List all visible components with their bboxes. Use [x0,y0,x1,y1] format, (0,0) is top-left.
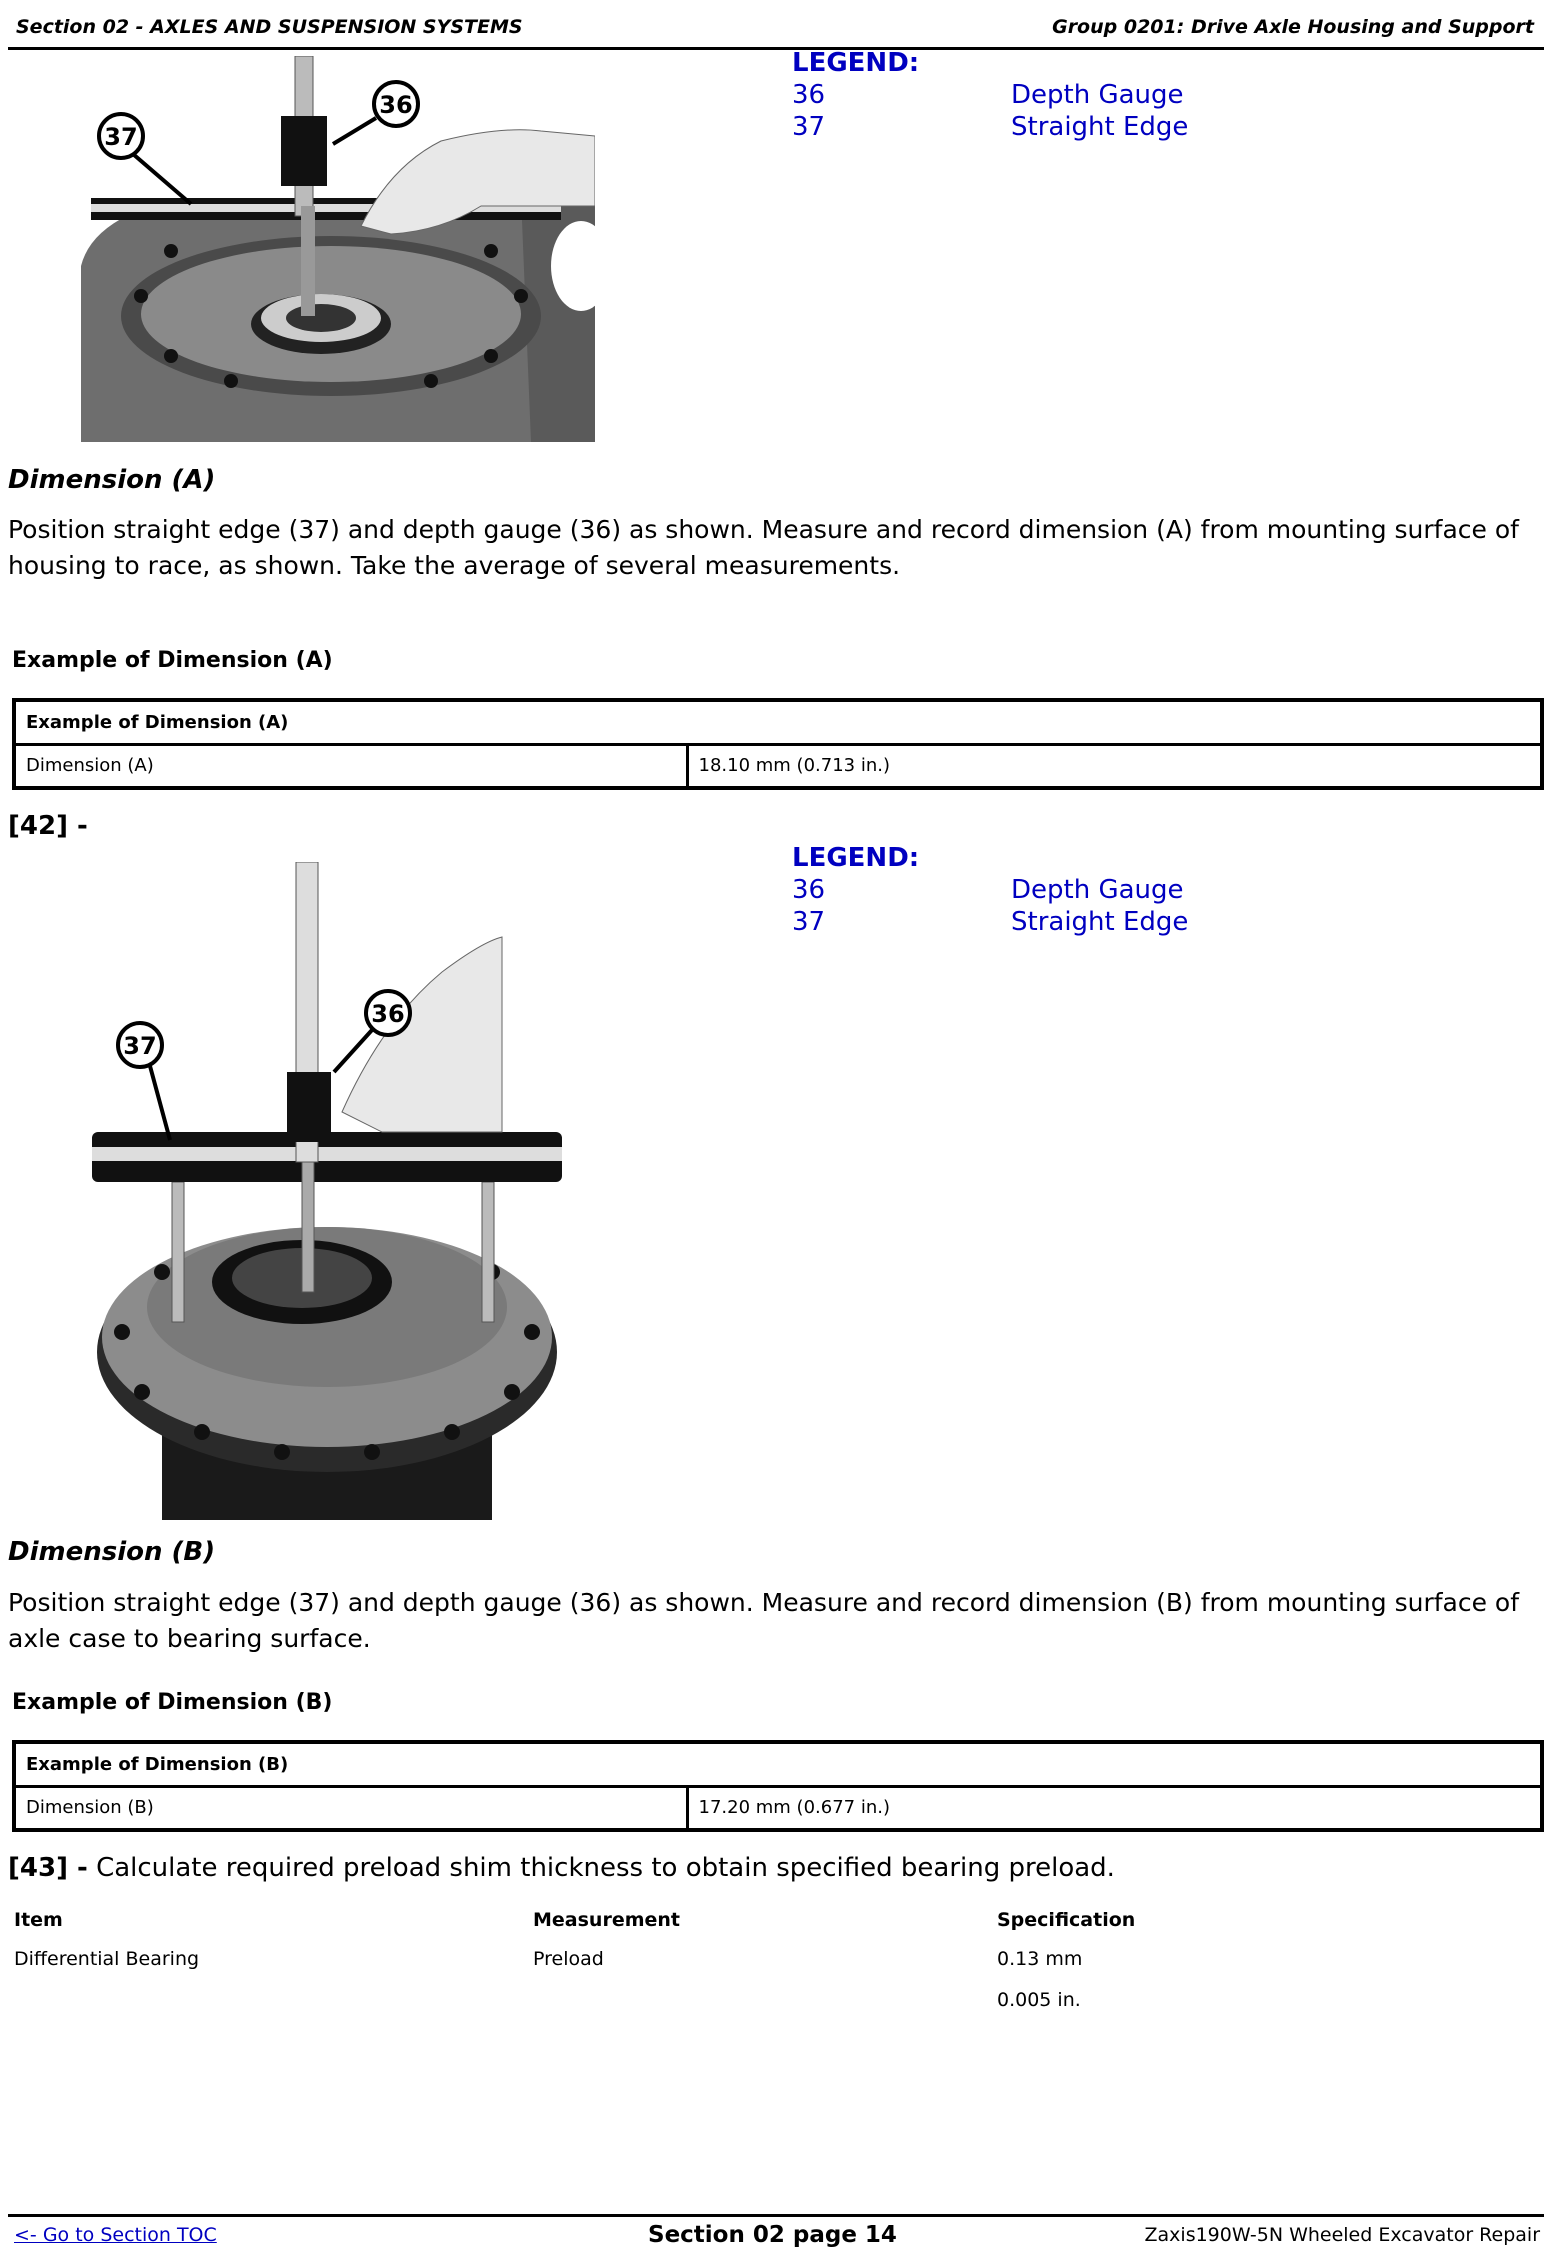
table-cell-label: Dimension (B) [14,1786,687,1830]
legend-row [792,906,1188,938]
dimension-b-table [12,1740,1544,1832]
legend-number: 37 [792,112,826,142]
legend-row [792,79,1188,111]
spec-measurement: Preload [533,1948,604,1970]
legend-title: LEGEND: [792,843,920,873]
spec-header-measurement: Measurement [533,1909,680,1931]
dimension-b-heading: Dimension (B) [8,1537,216,1567]
legend-number: 36 [792,80,826,110]
legend-label: Straight Edge [1011,907,1189,937]
callout-37: 37 [123,1032,157,1060]
dimension-a-heading: Dimension (A) [8,465,216,495]
callout-36: 36 [379,91,413,119]
table-cell-value: 17.20 mm (0.677 in.) [687,1786,1542,1830]
spec-item: Differential Bearing [14,1948,200,1970]
depth-gauge-housing-photo [61,56,595,442]
dimension-b-caption: Example of Dimension (B) [12,1690,333,1715]
section-toc-link[interactable]: <- Go to Section TOC [14,2224,217,2246]
footer-divider [8,2214,1544,2217]
legend-label: Straight Edge [1011,112,1189,142]
legend-2 [792,842,1188,938]
step-number: [43] - [8,1853,88,1883]
page-number: Section 02 page 14 [648,2222,897,2248]
legend-row [792,874,1188,906]
manual-title: Zaxis190W-5N Wheeled Excavator Repair [1144,2224,1540,2246]
spec-header-item: Item [14,1909,63,1931]
spec-value-in: 0.005 in. [997,1989,1081,2011]
group-title: Group 0201: Drive Axle Housing and Support [1052,16,1534,38]
legend-title: LEGEND: [792,48,920,78]
depth-gauge-axle-case-photo [82,862,568,1520]
dimension-a-caption: Example of Dimension (A) [12,648,333,673]
dimension-a-table [12,698,1544,790]
callout-37: 37 [104,123,138,151]
section-title: Section 02 - AXLES AND SUSPENSION SYSTEMS [16,16,523,38]
dimension-a-text: Position straight edge (37) and depth gauge (36) as shown. Measure and record dimension (A) from mounting surface of housing to race, as shown. Take the average of several measurements. [8,515,1519,580]
legend-1 [792,47,1188,143]
page-header [8,0,1544,50]
step-text: Calculate required preload shim thickness to obtain specified bearing preload. [96,1853,1115,1883]
table-title: Example of Dimension (B) [14,1742,1542,1786]
legend-number: 37 [792,907,826,937]
legend-label: Depth Gauge [1011,80,1184,110]
spec-header-specification: Specification [997,1909,1136,1931]
table-title: Example of Dimension (A) [14,700,1542,744]
dimension-b-text: Position straight edge (37) and depth gauge (36) as shown. Measure and record dimension (B) from mounting surface of axle case to bearing surface. [8,1588,1520,1653]
table-cell-value: 18.10 mm (0.713 in.) [687,744,1542,788]
step-42 [8,811,88,841]
spec-value-mm: 0.13 mm [997,1948,1083,1970]
callout-36: 36 [371,1000,405,1028]
legend-label: Depth Gauge [1011,875,1184,905]
legend-row [792,111,1188,143]
legend-number: 36 [792,875,826,905]
step-43 [8,1853,1115,1883]
table-cell-label: Dimension (A) [14,744,687,788]
step-number: [42] - [8,811,88,841]
